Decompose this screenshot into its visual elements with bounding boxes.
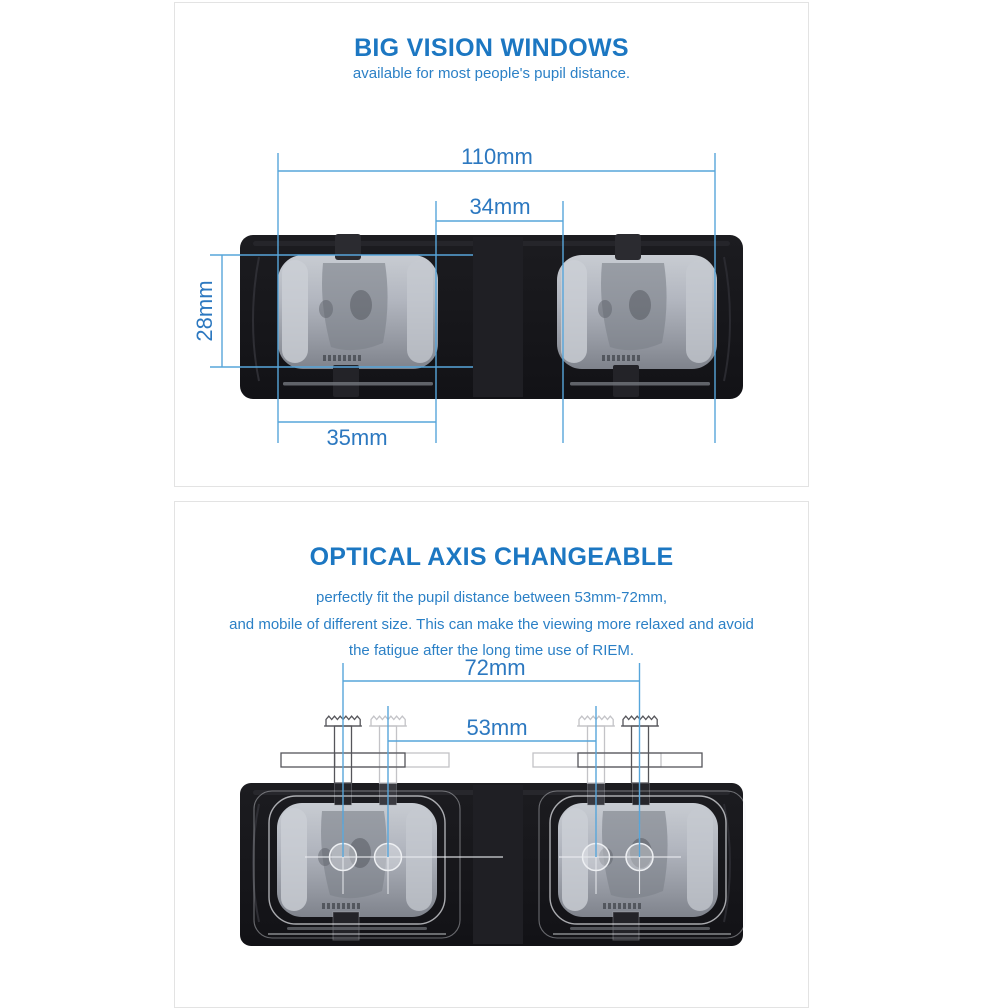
big-vision-subtitle: available for most people's pupil distance. — [352, 65, 631, 82]
optical-axis-diagram — [175, 502, 808, 1007]
lens-photo — [240, 234, 743, 399]
lens-photo-2 — [240, 783, 743, 946]
left-lens — [278, 255, 438, 369]
optical-axis-title: OPTICAL AXIS CHANGEABLE — [309, 543, 674, 571]
right-top-post — [615, 234, 641, 260]
dim-28mm-label: 28mm — [192, 280, 217, 342]
big-vision-panel — [174, 2, 809, 487]
dim-35mm-label: 35mm — [326, 425, 388, 450]
description-line-2: and mobile of different size. This can make the viewing more relaxed and avoid — [229, 615, 754, 633]
right-bottom-post-2 — [613, 912, 639, 940]
left-bottom-post — [333, 365, 359, 397]
big-vision-title: BIG VISION WINDOWS — [354, 34, 629, 62]
right-lens — [557, 255, 717, 369]
optical-axis-panel — [174, 501, 809, 1008]
description-line-1: perfectly fit the pupil distance between 53mm-72mm, — [316, 589, 667, 606]
dim-110mm-label: 110mm — [461, 144, 533, 169]
right-bottom-post — [613, 365, 639, 397]
dim-34mm-label: 34mm — [469, 194, 531, 219]
nose-divider — [473, 237, 523, 397]
nose-divider-2 — [473, 785, 523, 944]
big-vision-diagram — [175, 3, 808, 486]
dim-53mm-label: 53mm — [466, 715, 528, 740]
left-top-post — [335, 234, 361, 260]
left-bottom-post-2 — [333, 912, 359, 940]
dim-72mm-label: 72mm — [464, 655, 526, 680]
left-lens-2 — [277, 803, 437, 917]
description-line-3: the fatigue after the long time use of RIEM. — [348, 642, 635, 659]
